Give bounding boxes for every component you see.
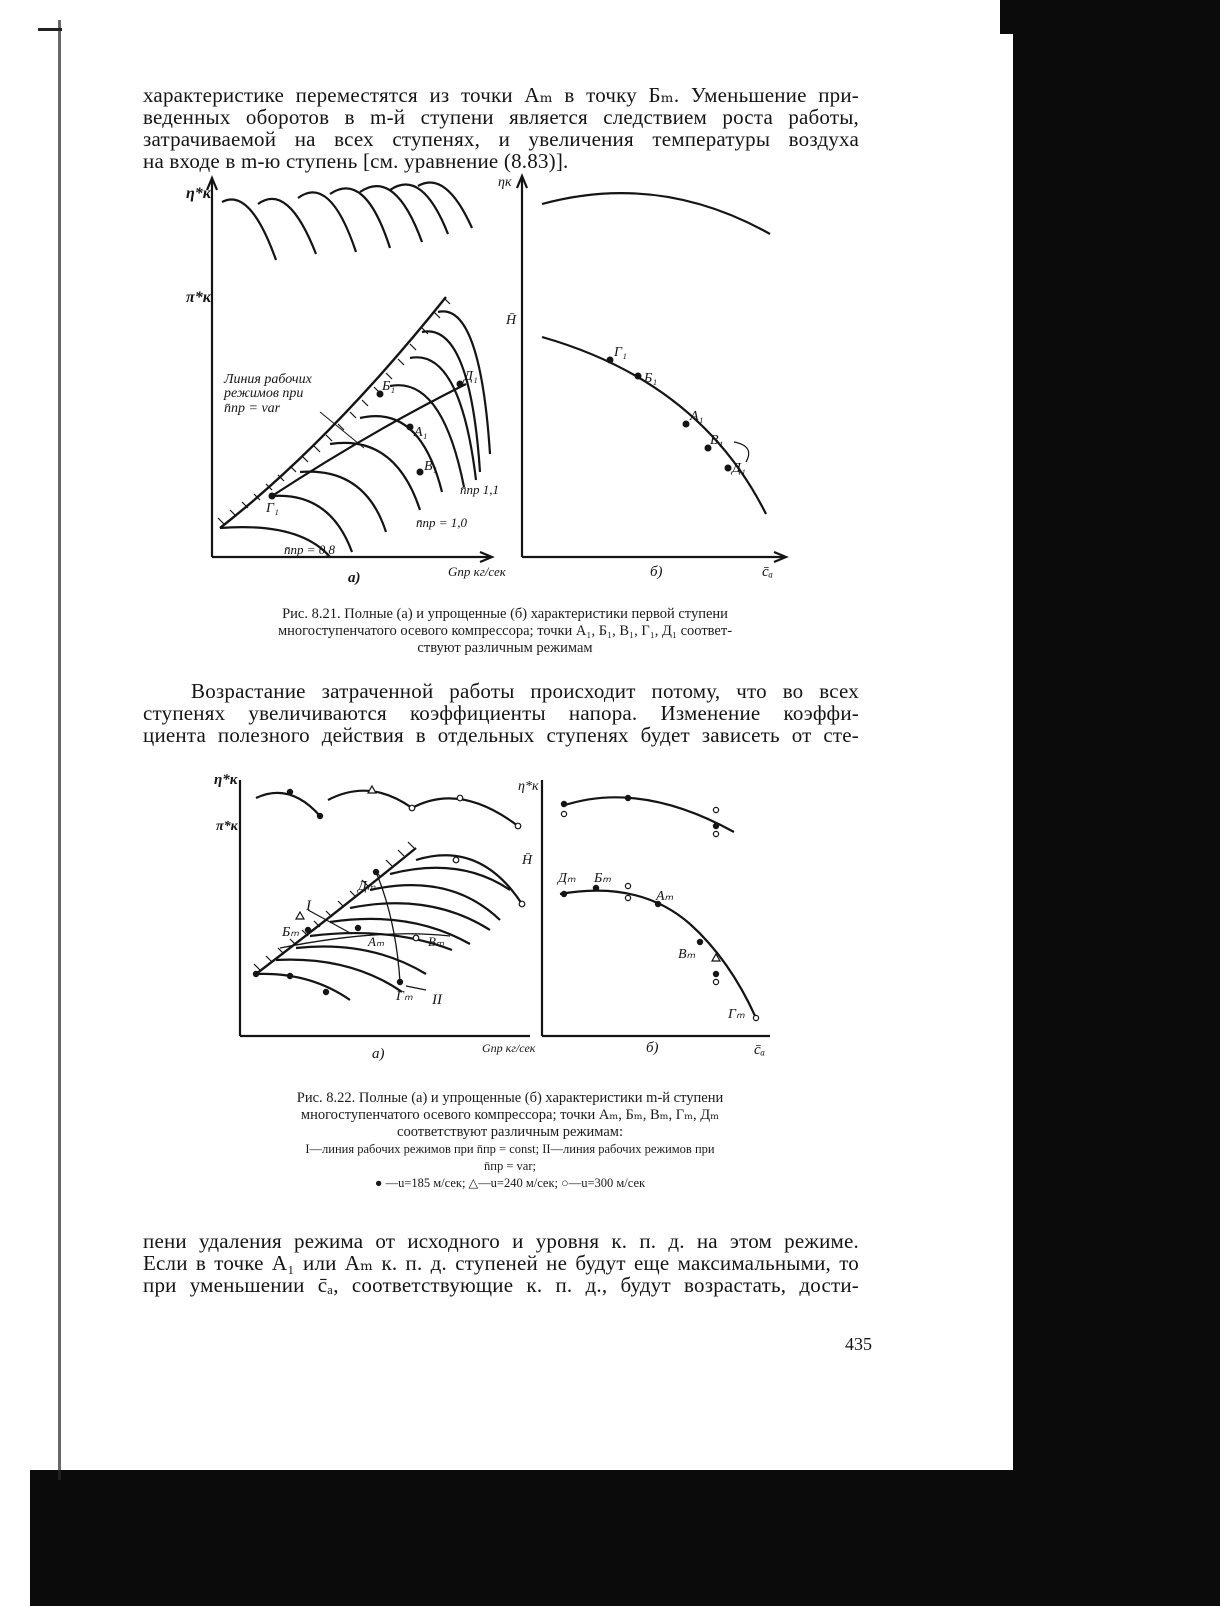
fig821-b-axis-h: H̄	[506, 313, 517, 328]
text-line: ступенях увеличиваются коэффициенты напора. Изменение коэффи-	[143, 701, 859, 725]
caption-line: Рис. 8.21. Полные (а) и упрощенные (б) характеристики первой ступени	[282, 606, 728, 622]
page-edge-left	[58, 20, 61, 1480]
text-line: циента полезного действия в отдельных ступенях будет зависеть от сте-	[143, 723, 859, 747]
point-label: Бₘ	[282, 925, 299, 940]
point-label: Вₘ	[678, 947, 696, 962]
fig822-b-open-points	[561, 807, 758, 1020]
fig822-b-points	[561, 795, 719, 977]
fig822-a-axis-x: Gпр кг/сек	[482, 1041, 536, 1055]
fig821-b-axis-eta: ηк	[498, 175, 512, 190]
text-line: веденных оборотов в m-й ступени является следствием роста работы,	[143, 105, 859, 129]
page-edge-mark	[38, 28, 62, 31]
panel-label: а)	[348, 570, 361, 586]
caption-line: многоступенчатого осевого компрессора; точки А₁, Б₁, В₁, Г₁, Д₁ соответ-	[277, 623, 733, 639]
point-label: Г₁	[266, 501, 279, 516]
point-label: А₁	[414, 425, 428, 440]
point-label: Г₁	[614, 345, 627, 360]
legend-line: ● —u=185 м/сек; △—u=240 м/сек; ○—u=300 м/сек	[374, 1176, 646, 1190]
point-label: А₁	[690, 409, 704, 424]
fig821-b-axis-x: c̄ₐ	[762, 564, 774, 580]
fig822-a-axis-pi: π*к	[216, 819, 238, 834]
point-label: Д₁	[732, 461, 746, 476]
text-line: Если в точке А₁ или Аₘ к. п. д. ступеней не будут еще максимальными, то	[143, 1251, 859, 1275]
legend-line: n̄пр = var;	[484, 1159, 536, 1173]
fig821-panel-b	[517, 176, 786, 562]
figure-8-21	[180, 172, 820, 592]
line-label: I	[306, 898, 311, 914]
page-number: 435	[845, 1334, 872, 1354]
fig822-surge-hatch	[254, 842, 414, 970]
figure-8-22	[200, 760, 800, 1080]
paragraph-bottom	[143, 1230, 859, 1296]
fig821-b-points	[607, 357, 732, 472]
point-label: В₁	[710, 433, 724, 448]
caption-line: Рис. 8.22. Полные (а) и упрощенные (б) характеристики m-й ступени	[296, 1090, 724, 1106]
text-line: при уменьшении c̄ₐ, соответствующие к. п. д., будут возрастать, дости-	[143, 1273, 859, 1297]
fig822-b-axis-x: c̄ₐ	[754, 1042, 766, 1058]
scan-shadow-corner	[1000, 0, 1040, 34]
fig822-b-axis-eta: η*к	[518, 779, 539, 794]
point-label: Б₁	[382, 379, 396, 394]
point-label: Аₘ	[368, 934, 385, 949]
fig821-work-line-label: режимов при	[224, 386, 304, 401]
point-label: Бₘ	[594, 871, 611, 886]
text-line: Возрастание затраченной работы происходит потому, что во всех	[191, 679, 859, 703]
point-label: Вₘ	[428, 934, 445, 949]
speed-label: n̄пр = 1,0	[416, 515, 468, 530]
fig821-a-axis-eta: η*к	[186, 185, 211, 202]
caption-line: соответствуют различным режимам:	[397, 1124, 623, 1140]
fig821-work-line-label: Линия рабочих	[224, 372, 312, 387]
point-label: Дₘ	[358, 879, 376, 894]
fig821-work-line-label: n̄пр = var	[224, 401, 281, 416]
point-label: Д₁	[464, 369, 478, 384]
fig822-a-points	[253, 789, 403, 995]
panel-label: б)	[650, 564, 663, 580]
caption-8-22	[200, 1090, 820, 1192]
speed-label: n̄пр 1,1	[460, 482, 499, 497]
fig822-b-axis-h: H̄	[522, 853, 533, 868]
text-line: характеристике переместятся из точки Аₘ в точку Бₘ. Уменьшение при-	[143, 83, 859, 107]
paragraph-middle	[143, 680, 859, 746]
point-label: Б₁	[644, 371, 658, 386]
legend-line: I—линия рабочих режимов при n̄пр = const; II—линия рабочих режимов при	[305, 1142, 715, 1156]
fig821-a-axis-pi: π*к	[186, 289, 211, 306]
fig821-a-axis-x: Gпр кг/сек	[448, 564, 506, 579]
point-label: Гₘ	[396, 989, 413, 1004]
text-line: пени удаления режима от исходного и уровня к. п. д. на этом режиме.	[143, 1229, 859, 1253]
point-label: Аₘ	[656, 889, 674, 904]
panel-label: а)	[372, 1046, 385, 1062]
text-line: затрачиваемой на всех ступенях, и увеличения температуры воздуха	[143, 127, 859, 151]
caption-8-21	[190, 606, 820, 657]
speed-label: n̄пр = 0,8	[284, 542, 336, 557]
panel-label: б)	[646, 1040, 659, 1056]
fig822-panel-a	[240, 780, 530, 1036]
fig821-panel-a	[207, 178, 492, 562]
point-label: Дₘ	[558, 871, 576, 886]
point-label: В₁	[424, 459, 438, 474]
point-label: Гₘ	[728, 1007, 745, 1022]
caption-line: ствуют различным режимам	[417, 640, 593, 656]
line-label: II	[432, 992, 442, 1008]
fig822-panel-b	[542, 780, 770, 1036]
fig822-a-axis-eta: η*к	[214, 772, 238, 788]
scan-shadow-bottom	[30, 1470, 1220, 1606]
paragraph-top	[143, 84, 859, 172]
text-line: на входе в m-ю ступень [см. уравнение (8.83)].	[143, 149, 569, 173]
caption-line: многоступенчатого осевого компрессора; точки Аₘ, Бₘ, Вₘ, Гₘ, Дₘ	[300, 1107, 720, 1123]
scan-shadow-right	[1013, 0, 1220, 1606]
